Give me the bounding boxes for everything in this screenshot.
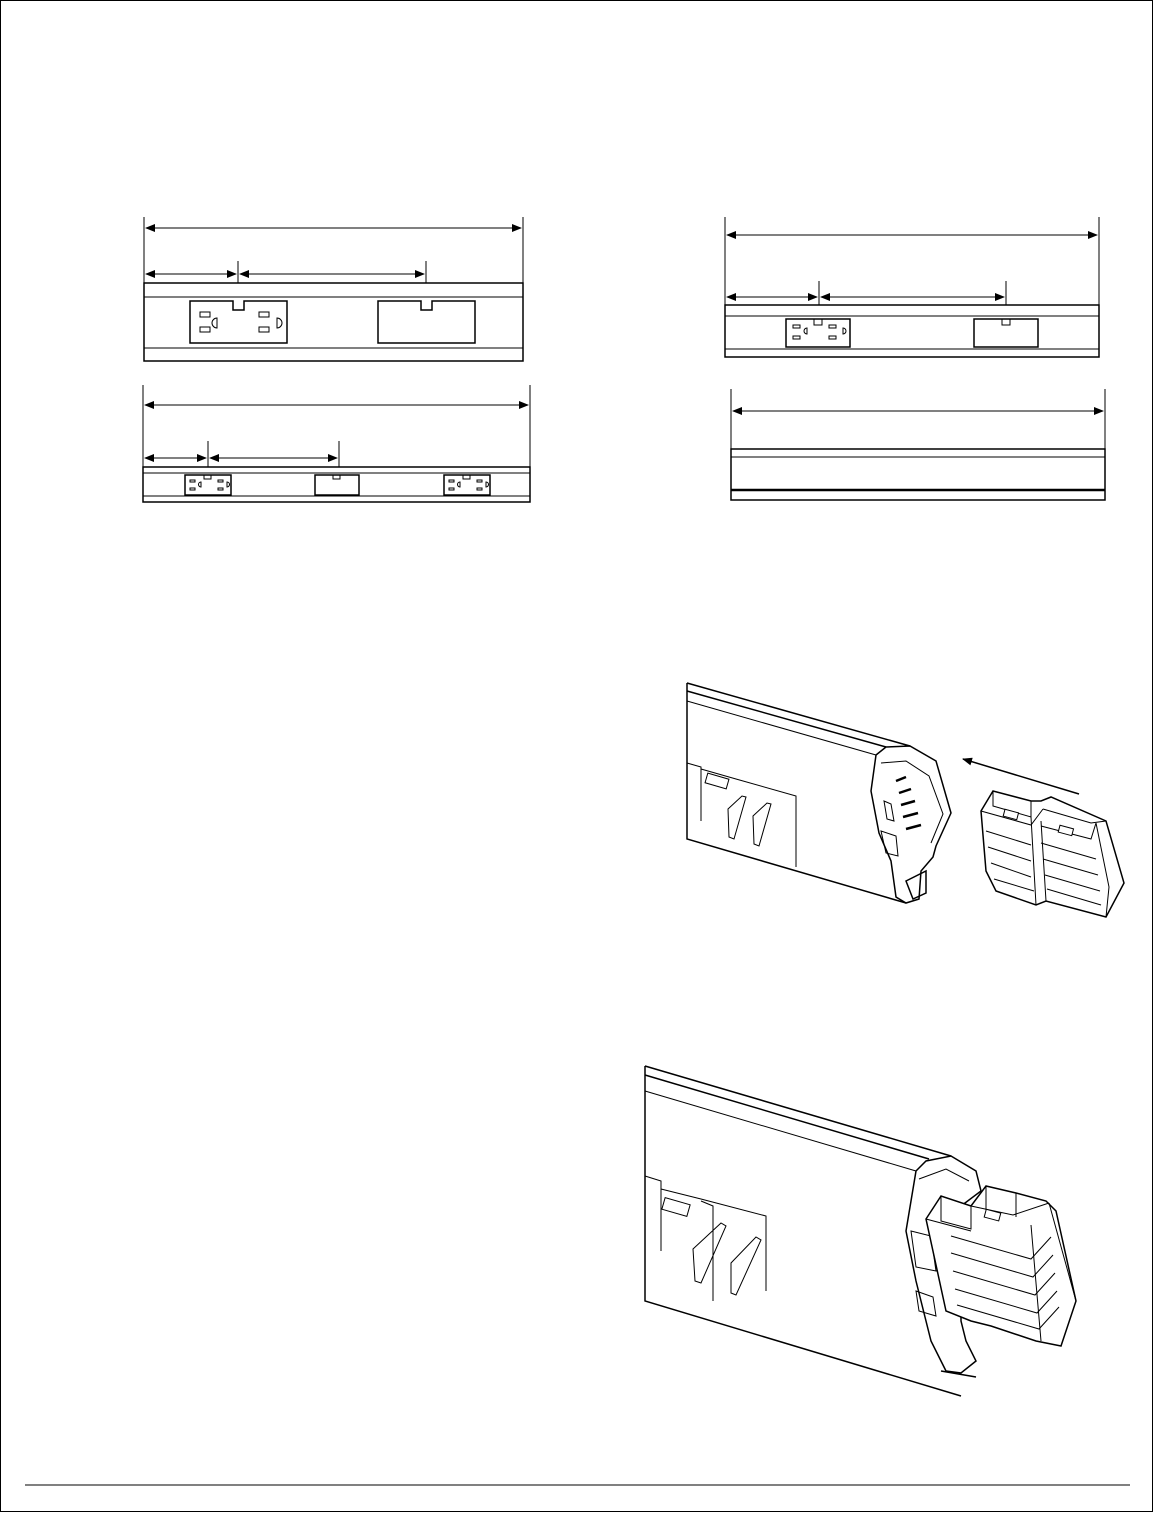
blank-cutout-icon <box>974 319 1038 347</box>
arrow-icon <box>963 759 1079 794</box>
blank-cutout-icon <box>378 301 475 343</box>
duplex-receptacle-icon <box>444 475 490 495</box>
blank-cutout-icon <box>315 475 359 495</box>
figure-strip-1-outlet-1-cutout <box>725 217 1099 357</box>
duplex-receptacle-icon <box>786 319 850 347</box>
figure-connector-inserted <box>645 1066 1076 1396</box>
duplex-receptacle-icon <box>185 475 231 495</box>
duplex-receptacle-icon <box>190 301 287 343</box>
connector-plug-icon <box>926 1186 1076 1346</box>
figure-strip-2-outlet-1-cutout-long <box>143 385 530 502</box>
drawing-canvas <box>1 1 1153 1513</box>
raceway-channel <box>144 283 523 361</box>
figure-strip-2-outlet-2-cutout <box>144 217 523 361</box>
figure-strip-blank <box>731 389 1105 500</box>
connector-plug-icon <box>981 791 1124 917</box>
figure-connector-separated <box>687 683 1124 917</box>
